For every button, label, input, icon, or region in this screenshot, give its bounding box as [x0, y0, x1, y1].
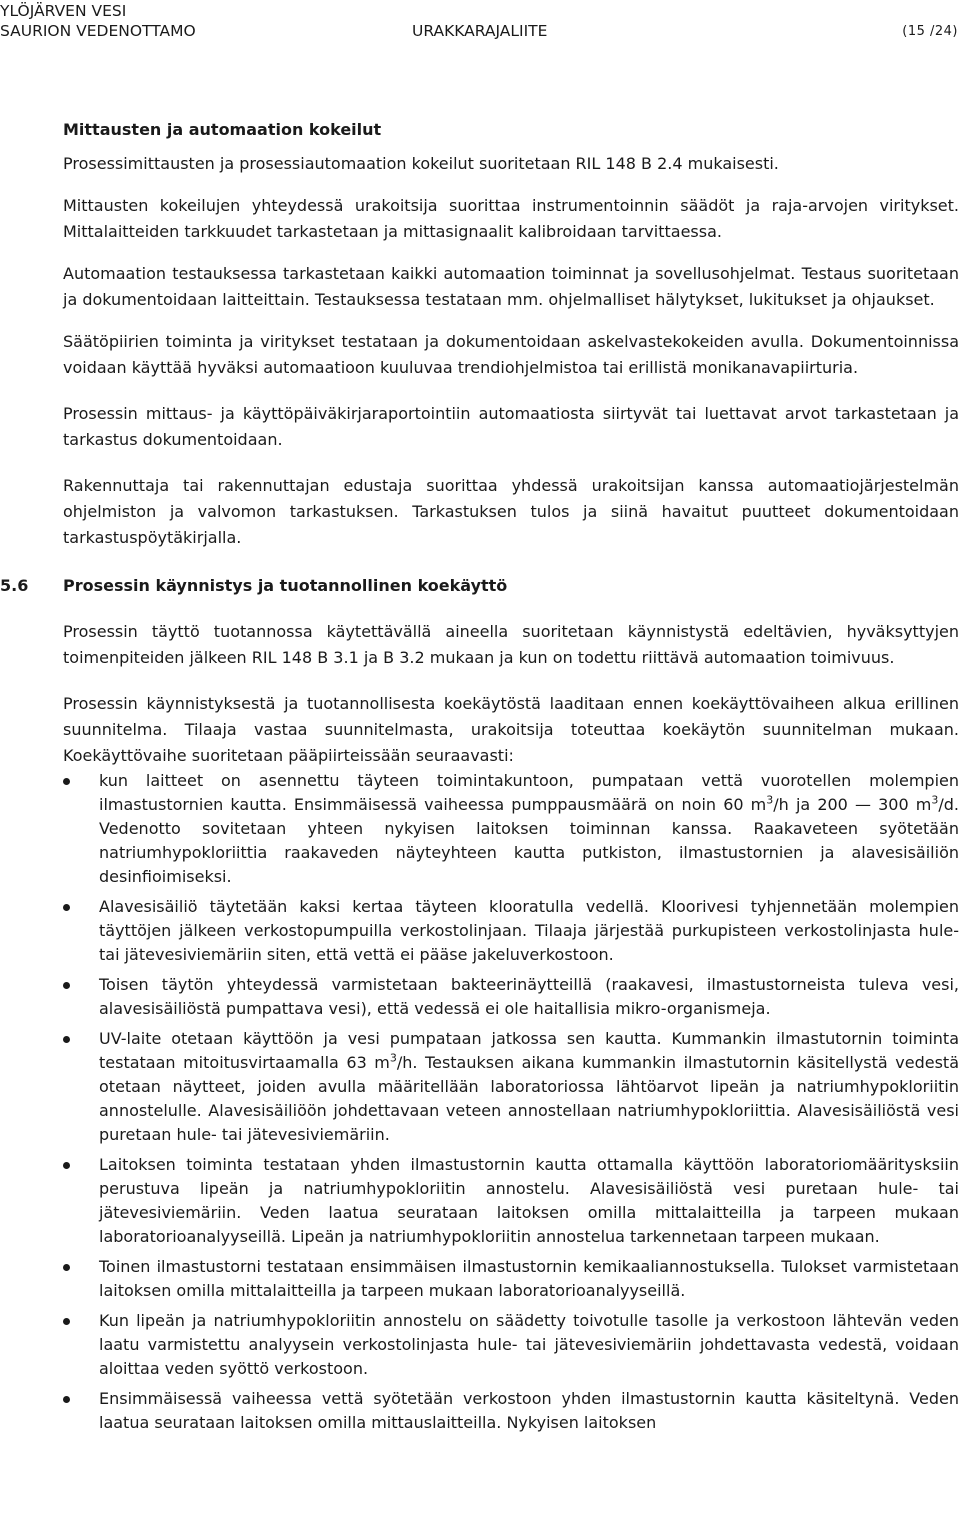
paragraph: Prosessimittausten ja prosessiautomaation kokeilut suoritetaan RIL 148 B 2.4 mukaisesti. [63, 154, 779, 173]
list-item: UV-laite otetaan käyttöön ja vesi pumpataan jatkossa sen kautta. Kummankin ilmastutornin toiminta testataan mitoitusvirtaamalla 63 $m^3/h$. Testauksen aikana kummankin ilmastutornin käsitellystä vedestä otetaan näytteet, joiden avulla määritellään laboratoriossa lähtöarvot lipeän ja natriumhypokloriitin annostelulle. Alavesisäiliöön johdettavaan veteen annostellaan natriumhypokloriittia. Alavesisäiliöstä vesi puretaan hule- tai jätevesiviemäriin. [63, 1027, 959, 1147]
header-document-title: URAKKARAJALIITE [412, 22, 548, 40]
list-item: Alavesisäiliö täytetään kaksi kertaa täyteen klooratulla vedellä. Kloorivesi tyhjennetään molempien täyttöjen jälkeen verkostopumpuilla verkostolinjaan. Tilaaja järjestää purkupisteen verkostolinjasta hule- tai jätevesiviemäriin siten, että vettä ei pääse jakeluverkostoon. [63, 895, 959, 967]
commissioning-steps-list [63, 769, 959, 1435]
list-item: Laitoksen toiminta testataan yhden ilmastustornin kautta ottamalla käyttöön laboratoriomääritysksiin perustuva lipeän ja natriumhypokloriitin annostelu. Alavesisäiliöstä vesi puretaan hule- tai jätevesiviemäriin. Veden laatua seurataan laitoksen omilla mittalaitteilla ja tarpeen mukaan laboratorioanalyyseillä. Lipeän ja natriumhypokloriitin annostelua tarkennetaan tarpeen mukaan. [63, 1153, 959, 1249]
paragraph: Prosessin mittaus- ja käyttöpäiväkirjaraportointiin automaatiosta siirtyvät tai luettavat arvot tarkastetaan ja tarkastus dokumentoidaan. [63, 404, 959, 449]
section-number: 5.6 [0, 576, 29, 595]
section-heading-5-6 [0, 573, 959, 599]
section-heading-measurements: Mittausten ja automaation kokeilut [63, 120, 382, 139]
bullet-icon [63, 1318, 70, 1325]
header-site: SAURION VEDENOTTAMO [0, 22, 196, 40]
header-organization: YLÖJÄRVEN VESI [0, 2, 127, 20]
paragraph: Prosessin täyttö tuotannossa käytettävällä aineella suoritetaan käynnistystä edeltävien, hyväksyttyjen toimenpiteiden jälkeen RIL 148 B 3.1 ja B 3.2 mukaan ja kun on todettu riittävä automaation toimivuus. [63, 622, 959, 667]
list-item: Toinen ilmastustorni testataan ensimmäisen ilmastustornin kemikaaliannostuksella. Tulokset varmistetaan laitoksen omilla mittalaitteilla ja tarpeen mukaan laboratorioanalyyseillä. [63, 1255, 959, 1303]
bullet-icon [63, 778, 70, 785]
list-item: Ensimmäisessä vaiheessa vettä syötetään verkostoon yhden ilmastustornin kautta käsiteltynä. Veden laatua seurataan laitoksen omilla mittauslaitteilla. Nykyisen laitoksen [63, 1387, 959, 1435]
list-item: Toisen täytön yhteydessä varmistetaan bakteerinäytteillä (raakavesi, ilmastustorneista tuleva vesi, alavesisäiliöstä pumpattava vesi), että vedessä ei ole haitallisia mikro-organismeja. [63, 973, 959, 1021]
paragraph: Säätöpiirien toiminta ja viritykset testataan ja dokumentoidaan askelvastekokeiden avulla. Dokumentoinnissa voidaan käyttää hyväksi automaatioon kuuluvaa trendiohjelmistoa tai erillistä monikanavapiirturia. [63, 332, 959, 377]
bullet-icon [63, 1264, 70, 1271]
paragraph: Automaation testauksessa tarkastetaan kaikki automaation toiminnat ja sovellusohjelmat. Testaus suoritetaan ja dokumentoidaan laitteittain. Testauksessa testataan mm. ohjelmalliset hälytykset, lukitukset ja ohjaukset. [63, 264, 959, 309]
page-header [0, 0, 960, 44]
paragraph: Rakennuttaja tai rakennuttajan edustaja suorittaa yhdessä urakoitsijan kanssa automaatiojärjestelmän ohjelmiston ja valvomon tarkastuksen. Tarkastuksen tulos ja siinä havaitut puutteet dokumentoidaan tarkastuspöytäkirjalla. [63, 476, 959, 547]
document-body [0, 117, 960, 1441]
header-page-number: (15 /24) [902, 24, 958, 39]
list-item: kun laitteet on asennettu täyteen toimintakuntoon, pumpataan vettä vuorotellen molempien ilmastustornien kautta. Ensimmäisessä vaiheessa pumppausmäärä on noin 60 $m^3/h$ ja 200 — 300 $m^3/d$. Vedenotto sovitetaan yhteen nykyisen laitoksen toiminnan kanssa. Raakaveteen syötetään natriumhypokloriittia raakaveden näyteyhteen kautta putkiston, ilmastustornien ja alavesisäiliön desinfioimiseksi. [63, 769, 959, 889]
paragraph: Prosessin käynnistyksestä ja tuotannollisesta koekäytöstä laaditaan ennen koekäyttövaiheen alkua erillinen suunnitelma. Tilaaja vastaa suunnitelmasta, urakoitsija toteuttaa koekäytön suunnitelman mukaan. Koekäyttövaihe suoritetaan pääpiirteissään seuraavasti: [63, 694, 959, 765]
section-title: Prosessin käynnistys ja tuotannollinen koekäyttö [63, 576, 508, 595]
list-item: Kun lipeän ja natriumhypokloriitin annostelu on säädetty toivotulle tasolle ja verkostoon lähtevän veden laatu varmistettu analyysein verkostolinjasta hule- tai jätevesiviemäriin johdettavasta vedestä, voidaan aloittaa veden syöttö verkostoon. [63, 1309, 959, 1381]
bullet-icon [63, 982, 70, 989]
bullet-icon [63, 1036, 70, 1043]
bullet-icon [63, 1396, 70, 1403]
paragraph: Mittausten kokeilujen yhteydessä urakoitsija suorittaa instrumentoinnin säädöt ja raja-arvojen viritykset. Mittalaitteiden tarkkuudet tarkastetaan ja mittasignaalit kalibroidaan tarvittaessa. [63, 196, 959, 241]
bullet-icon [63, 1162, 70, 1169]
bullet-icon [63, 904, 70, 911]
